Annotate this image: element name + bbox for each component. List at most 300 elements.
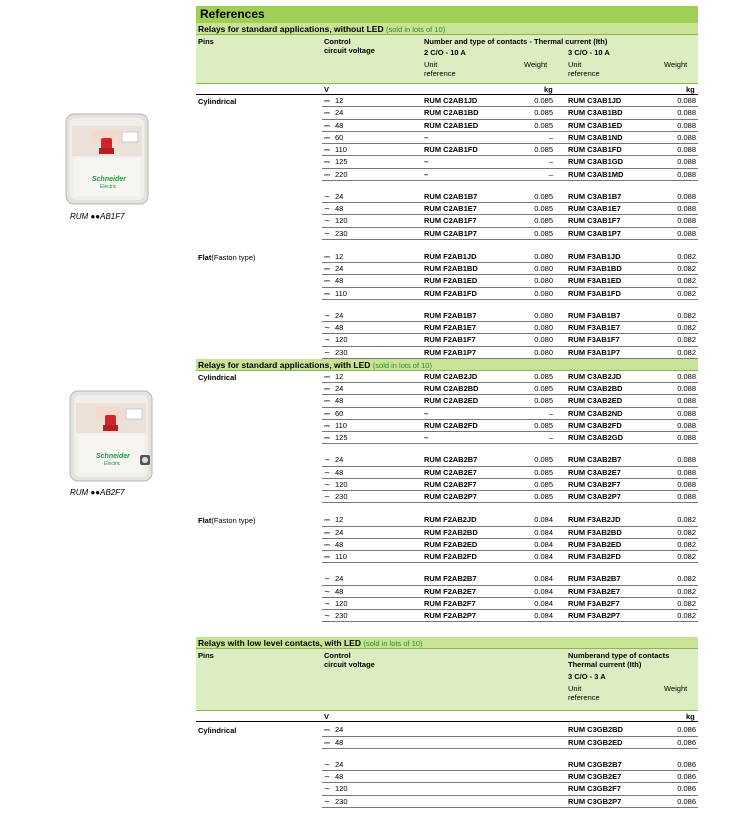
dc-supply-icon: ⎓: [324, 433, 329, 442]
reference-3co: RUM C3AB2BD: [568, 384, 623, 393]
table-row: [196, 491, 698, 503]
header-contact-3co: 3 C/O - 3 A: [568, 672, 606, 682]
dc-supply-icon: ⎓: [324, 251, 329, 261]
weight-3co: 0.082: [677, 251, 696, 261]
reference-2co: RUM F2AB1F7: [424, 335, 476, 345]
dc-supply-icon: ⎓: [324, 120, 329, 130]
weight-2co: 0.085: [534, 492, 553, 501]
weight-3co: 0.088: [677, 108, 696, 118]
voltage-cell: [324, 170, 348, 180]
reference-2co: RUM F2AB1FD: [424, 288, 477, 298]
reference-3co: RUM C3AB1FD: [568, 145, 622, 154]
table-row: [196, 228, 698, 240]
weight-2co: 0.085: [534, 384, 553, 393]
voltage-value: 12: [335, 371, 344, 381]
weight-2co: 0.080: [534, 288, 553, 298]
reference-3co: RUM C3GB2P7: [568, 796, 622, 806]
ac-supply-icon: ∼: [324, 323, 330, 332]
weight-2co: 0.085: [534, 479, 553, 489]
table-row: [196, 383, 698, 395]
dc-supply-icon: ⎓: [324, 527, 329, 537]
table-row: [196, 539, 698, 551]
voltage-value: 24: [335, 108, 344, 118]
header-control: Control: [324, 651, 351, 661]
ac-supply-icon: ∼: [324, 759, 330, 769]
header-unit: Unit: [568, 60, 582, 69]
reference-2co: –: [424, 157, 429, 167]
voltage-value: 12: [335, 515, 344, 525]
reference-3co: RUM C3GB2F7: [568, 784, 621, 794]
header-pins: Pins: [198, 37, 214, 46]
voltage-value: 220: [335, 169, 348, 179]
ac-supply-icon: ∼: [324, 347, 330, 357]
dc-supply-icon: ⎓: [324, 396, 329, 406]
reference-2co: RUM F2AB1BD: [424, 264, 478, 273]
table-row: [196, 215, 698, 227]
weight-3co: 0.088: [677, 479, 696, 489]
voltage-cell: [324, 216, 348, 225]
weight-3co: 0.088: [677, 157, 696, 167]
brand-sub-label: Electric: [100, 184, 117, 190]
weight-2co: 0.080: [534, 251, 553, 261]
reference-2co: RUM C2AB1F7: [424, 216, 477, 226]
ac-supply-icon: ∼: [324, 772, 330, 781]
table-group-flat: [196, 251, 698, 359]
voltage-value: 24: [335, 264, 344, 273]
weight-3co: 0.088: [677, 120, 696, 130]
reference-3co: RUM C3AB2B7: [568, 455, 622, 465]
weight-3co: 0.086: [677, 772, 696, 781]
header-control-2: circuit voltage: [324, 46, 375, 55]
table-row: [196, 771, 698, 783]
weight-2co: 0.085: [534, 120, 553, 130]
voltage-value: 230: [335, 347, 348, 357]
weight-2co: 0.084: [534, 611, 553, 620]
dc-supply-icon: ⎓: [324, 108, 329, 118]
voltage-cell: [324, 725, 343, 735]
header-unit: Unit: [568, 684, 582, 694]
voltage-cell: [324, 552, 347, 562]
voltage-value: 110: [335, 420, 347, 430]
dc-supply-icon: ⎓: [324, 145, 329, 154]
table-row: [196, 551, 698, 563]
table-row: [196, 467, 698, 479]
voltage-value: 120: [335, 784, 348, 794]
voltage-cell: [324, 772, 343, 781]
reference-3co: RUM C3AB2ED: [568, 396, 623, 406]
reference-2co: RUM C2AB1E7: [424, 204, 477, 213]
weight-2co: 0.084: [534, 515, 553, 525]
reference-3co: RUM C3AB1ED: [568, 120, 623, 130]
voltage-value: 48: [335, 467, 344, 477]
table-group-cylindrical: [196, 724, 698, 808]
relay-photo-ab1f7: [62, 108, 152, 213]
ac-supply-icon: ∼: [324, 228, 330, 238]
voltage-value: 24: [335, 384, 344, 393]
reference-2co: –: [424, 408, 429, 418]
reference-3co: RUM F3AB2B7: [568, 574, 621, 584]
table-row: [196, 120, 698, 132]
weight-2co: 0.085: [534, 228, 553, 238]
dc-supply-icon: ⎓: [324, 264, 329, 273]
reference-3co: RUM C3GB2B7: [568, 759, 622, 769]
pins-type: Cylindrical: [198, 726, 237, 736]
ac-supply-icon: ∼: [324, 455, 330, 465]
weight-2co: 0.084: [534, 552, 553, 561]
table-row: [196, 737, 698, 749]
weight-2co: 0.085: [534, 204, 553, 213]
ac-supply-icon: ∼: [324, 204, 330, 213]
table-header: [196, 35, 698, 84]
reference-3co: RUM F3AB2ED: [568, 539, 622, 549]
header-control-2: circuit voltage: [324, 660, 375, 670]
weight-3co: 0.086: [677, 784, 696, 794]
voltage-cell: [324, 528, 343, 538]
reference-3co: RUM F3AB2F7: [568, 598, 620, 608]
weight-3co: 0.088: [677, 433, 696, 442]
reference-2co: –: [424, 132, 429, 142]
reference-2co: RUM F2AB1B7: [424, 310, 477, 320]
table-row: [196, 95, 698, 107]
unit-kg: kg: [686, 85, 695, 94]
weight-2co: 0.085: [534, 396, 553, 406]
weight-2co: 0.085: [534, 467, 553, 477]
weight-3co: 0.086: [677, 737, 696, 747]
relay-photo-ab2f7: [66, 385, 156, 490]
table-row: [196, 783, 698, 795]
table-row: [196, 169, 698, 181]
voltage-cell: [324, 323, 343, 332]
reference-3co: RUM C3AB1MD: [568, 169, 624, 179]
ac-supply-icon: ∼: [324, 492, 330, 501]
section-title: [196, 359, 698, 371]
pins-type: Flat: [198, 516, 212, 526]
voltage-cell: [324, 738, 343, 748]
reference-3co: RUM F3AB1BD: [568, 264, 622, 273]
reference-3co: RUM F3AB1P7: [568, 347, 621, 357]
voltage-value: 125: [335, 157, 348, 167]
table-row: [196, 263, 698, 275]
weight-2co: 0.080: [534, 276, 553, 286]
reference-2co: RUM F2AB1ED: [424, 276, 478, 286]
weight-3co: 0.088: [677, 408, 696, 418]
table-row: [196, 610, 698, 622]
voltage-cell: [324, 611, 348, 620]
dc-supply-icon: ⎓: [324, 276, 329, 286]
reference-3co: RUM F3AB1F7: [568, 335, 620, 345]
table-row: [196, 420, 698, 432]
pins-note: (Faston type): [211, 516, 256, 526]
weight-3co: 0.088: [677, 396, 696, 406]
voltage-cell: [324, 192, 343, 201]
reference-3co: RUM F3AB1E7: [568, 323, 621, 332]
pins-type: Cylindrical: [198, 97, 237, 106]
page-title: References: [196, 6, 698, 23]
lot-note: (sold in lots of 10): [386, 25, 446, 34]
table-row: [196, 724, 698, 736]
table-row: [196, 796, 698, 808]
voltage-value: 110: [335, 145, 347, 154]
voltage-value: 110: [335, 288, 347, 298]
voltage-cell: [324, 157, 348, 167]
reference-2co: RUM F2AB2E7: [424, 586, 477, 596]
table-row: [196, 132, 698, 144]
relay-caption-ab2f7: RUM ●●AB2F7: [70, 488, 125, 497]
voltage-cell: [324, 96, 343, 106]
table-row: [196, 288, 698, 300]
voltage-cell: [324, 468, 343, 477]
section-title: [196, 23, 698, 35]
dc-supply-icon: ⎓: [324, 420, 329, 430]
reference-2co: RUM F2AB2F7: [424, 598, 476, 608]
reference-2co: –: [424, 433, 429, 442]
weight-2co: 0.085: [534, 455, 553, 465]
voltage-cell: [324, 492, 348, 501]
weight-3co: 0.082: [677, 288, 696, 298]
table-row: [196, 371, 698, 383]
reference-2co: RUM C2AB2F7: [424, 479, 477, 489]
table-row: [196, 598, 698, 610]
weight-2co: 0.084: [534, 586, 553, 596]
reference-3co: RUM C3GB2E7: [568, 772, 622, 781]
reference-2co: RUM F2AB2B7: [424, 574, 477, 584]
voltage-cell: [324, 480, 348, 489]
voltage-value: 24: [335, 455, 344, 465]
table-row: [196, 334, 698, 346]
voltage-value: 120: [335, 335, 348, 345]
ac-supply-icon: ∼: [324, 574, 330, 584]
weight-3co: 0.088: [677, 384, 696, 393]
table-row: [196, 251, 698, 263]
voltage-cell: [324, 311, 343, 320]
table-row: [196, 759, 698, 771]
brand-label: Schneider: [92, 176, 126, 183]
weight-3co: 0.088: [677, 420, 696, 430]
weight-3co: 0.082: [677, 276, 696, 286]
table-group-flat: [196, 514, 698, 622]
weight-3co: 0.082: [677, 598, 696, 608]
weight-3co: 0.088: [677, 132, 696, 142]
reference-3co: RUM C3GB2BD: [568, 725, 624, 735]
weight-3co: 0.088: [677, 455, 696, 465]
ac-supply-icon: ∼: [324, 598, 330, 608]
table-row: [196, 322, 698, 334]
voltage-cell: [324, 229, 348, 238]
weight-3co: 0.088: [677, 216, 696, 226]
weight-3co: 0.086: [677, 725, 696, 735]
voltage-value: 48: [335, 586, 344, 596]
weight-3co: 0.082: [677, 310, 696, 320]
ac-supply-icon: ∼: [324, 586, 330, 596]
voltage-value: 24: [335, 527, 344, 537]
reference-2co: RUM F2AB1P7: [424, 347, 477, 357]
weight-3co: 0.088: [677, 191, 696, 201]
ac-supply-icon: ∼: [324, 216, 330, 226]
table-row: [196, 454, 698, 466]
reference-3co: RUM F3AB1FD: [568, 288, 621, 298]
voltage-value: 48: [335, 737, 344, 747]
reference-3co: RUM C3AB2F7: [568, 479, 621, 489]
table-row: [196, 107, 698, 119]
voltage-cell: [324, 108, 343, 118]
reference-3co: RUM F3AB2JD: [568, 515, 621, 525]
weight-3co: 0.082: [677, 611, 696, 620]
voltage-cell: [324, 797, 348, 806]
weight-2co: 0.084: [534, 598, 553, 608]
section-title: [196, 637, 698, 649]
header-pins: Pins: [198, 651, 214, 661]
lot-note: (sold in lots of 10): [372, 360, 432, 370]
reference-3co: RUM F3AB2BD: [568, 527, 622, 537]
voltage-cell: [324, 348, 348, 357]
ac-supply-icon: ∼: [324, 335, 330, 345]
voltage-value: 48: [335, 396, 344, 406]
voltage-value: 24: [335, 759, 344, 769]
section-title-text: Relays for standard applications, without LED: [198, 24, 384, 34]
table-row: [196, 514, 698, 526]
reference-3co: RUM C3AB1GD: [568, 157, 624, 167]
header-thermal: Thermal current (Ith): [568, 660, 642, 670]
weight-2co: 0.080: [534, 310, 553, 320]
pins-note: (Faston type): [211, 252, 256, 262]
ac-supply-icon: ∼: [324, 467, 330, 477]
table-row: [196, 156, 698, 168]
weight-2co: 0.085: [534, 145, 553, 154]
voltage-cell: [324, 433, 348, 443]
weight-3co: 0.088: [677, 169, 696, 179]
weight-3co: 0.088: [677, 371, 696, 381]
reference-3co: RUM C3AB2ND: [568, 408, 623, 418]
dc-supply-icon: ⎓: [324, 371, 329, 381]
reference-3co: RUM C3AB1ND: [568, 132, 623, 142]
table-row: [196, 395, 698, 407]
weight-2co: 0.084: [534, 527, 553, 537]
reference-3co: RUM C3AB1B7: [568, 191, 622, 201]
units-row: [196, 711, 698, 722]
voltage-value: 48: [335, 539, 344, 549]
pins-type: Cylindrical: [198, 372, 237, 382]
weight-3co: 0.086: [677, 759, 696, 769]
voltage-cell: [324, 335, 348, 344]
reference-3co: RUM C3AB2P7: [568, 492, 621, 501]
dc-supply-icon: ⎓: [324, 725, 329, 735]
reference-3co: RUM C3GB2ED: [568, 737, 623, 747]
dc-supply-icon: ⎓: [324, 384, 329, 393]
reference-2co: RUM F2AB2ED: [424, 539, 478, 549]
weight-3co: 0.088: [677, 204, 696, 213]
header-number-type: Number and type of contacts - Thermal current (Ith): [424, 37, 608, 46]
dc-supply-icon: ⎓: [324, 408, 329, 418]
ac-supply-icon: ∼: [324, 796, 330, 806]
reference-2co: RUM C2AB1JD: [424, 96, 478, 105]
reference-3co: RUM F3AB1B7: [568, 310, 621, 320]
relay-caption-ab1f7: RUM ●●AB1F7: [70, 212, 125, 221]
lot-note: (sold in lots of 10): [363, 639, 423, 649]
voltage-value: 24: [335, 725, 344, 735]
table-row: [196, 203, 698, 215]
weight-3co: 0.082: [677, 527, 696, 537]
weight-2co: –: [548, 408, 553, 418]
voltage-cell: [324, 760, 343, 769]
voltage-cell: [324, 204, 343, 213]
voltage-value: 230: [335, 611, 348, 620]
header-reference: reference: [568, 69, 600, 78]
product-images-column: [0, 0, 195, 836]
table-row: [196, 408, 698, 420]
header-contact-3co: 3 C/O - 10 A: [568, 48, 610, 57]
reference-2co: RUM C2AB1FD: [424, 145, 478, 154]
voltage-value: 24: [335, 191, 344, 201]
reference-3co: RUM C3AB1F7: [568, 216, 621, 226]
brand-sub-label: Electric: [104, 461, 121, 467]
reference-3co: RUM F3AB2E7: [568, 586, 621, 596]
voltage-cell: [324, 276, 343, 286]
reference-3co: RUM C3AB1E7: [568, 204, 621, 213]
unit-v: V: [324, 712, 330, 722]
header-contact-2co: 2 C/O - 10 A: [424, 48, 466, 57]
table-row: [196, 191, 698, 203]
reference-3co: RUM F3AB2FD: [568, 552, 621, 561]
dc-supply-icon: ⎓: [324, 96, 329, 105]
weight-2co: 0.085: [534, 96, 553, 105]
header-reference: reference: [568, 693, 600, 703]
ac-supply-icon: ∼: [324, 611, 330, 620]
voltage-value: 230: [335, 796, 348, 806]
reference-3co: RUM F3AB2P7: [568, 611, 621, 620]
unit-kg: kg: [686, 712, 695, 722]
header-number-type: Numberand type of contacts: [568, 651, 670, 661]
reference-2co: RUM C2AB2P7: [424, 492, 477, 501]
pins-type: Flat: [198, 252, 212, 262]
voltage-value: 230: [335, 492, 348, 501]
weight-3co: 0.082: [677, 323, 696, 332]
voltage-cell: [324, 145, 347, 155]
reference-2co: RUM F2AB1JD: [424, 251, 477, 261]
weight-3co: 0.082: [677, 335, 696, 345]
reference-2co: RUM F2AB2BD: [424, 527, 478, 537]
table-row: [196, 275, 698, 287]
header-reference: reference: [424, 69, 456, 78]
weight-2co: –: [548, 157, 553, 167]
voltage-cell: [324, 421, 347, 431]
voltage-cell: [324, 396, 343, 406]
dc-supply-icon: ⎓: [324, 288, 329, 298]
table-row: [196, 144, 698, 156]
unit-kg: kg: [544, 85, 553, 94]
dc-supply-icon: ⎓: [324, 539, 329, 549]
ac-supply-icon: ∼: [324, 479, 330, 489]
voltage-cell: [324, 252, 343, 262]
ac-supply-icon: ∼: [324, 310, 330, 320]
weight-2co: 0.085: [534, 108, 553, 118]
reference-2co: RUM C2AB1P7: [424, 228, 477, 238]
voltage-cell: [324, 574, 343, 583]
reference-2co: RUM C2AB1B7: [424, 191, 478, 201]
voltage-value: 48: [335, 204, 344, 213]
weight-2co: 0.080: [534, 335, 553, 345]
weight-3co: 0.082: [677, 264, 696, 273]
reference-3co: RUM C3AB1BD: [568, 108, 623, 118]
ac-supply-icon: ∼: [324, 191, 330, 201]
voltage-cell: [324, 264, 343, 274]
voltage-value: 120: [335, 216, 348, 226]
unit-v: V: [324, 85, 330, 94]
reference-2co: RUM F2AB2FD: [424, 552, 477, 561]
dc-supply-icon: ⎓: [324, 552, 329, 561]
weight-2co: 0.080: [534, 323, 553, 332]
dc-supply-icon: ⎓: [324, 157, 329, 167]
reference-3co: RUM C3AB2GD: [568, 433, 624, 442]
